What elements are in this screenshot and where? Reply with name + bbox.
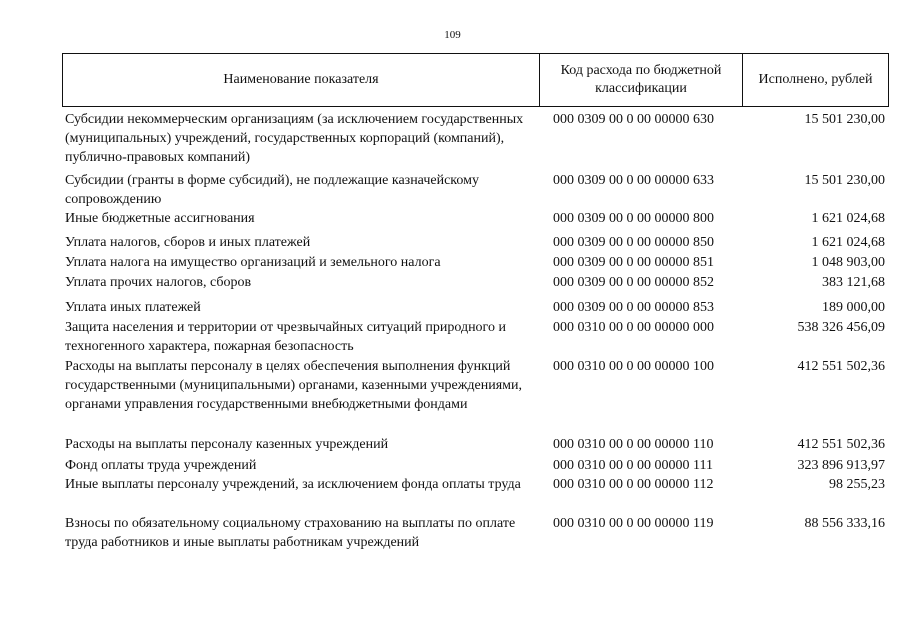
- row-name: Иные выплаты персоналу учреждений, за исключением фонда оплаты труда: [65, 477, 521, 492]
- row-name: Уплата налога на имущество организаций и земельного налога: [65, 255, 441, 270]
- row-code: 000 0309 00 0 00 00000 630: [553, 112, 714, 127]
- row-code: 000 0309 00 0 00 00000 853: [553, 300, 714, 315]
- row-amount: 538 326 456,09: [797, 320, 885, 335]
- row-name: Защита населения и территории от чрезвычайных ситуаций природного и техногенного характера, пожарная безопасность: [65, 320, 506, 354]
- page-number: 109: [444, 29, 461, 41]
- row-name: Уплата прочих налогов, сборов: [65, 275, 252, 290]
- row-name: Субсидии некоммерческим организациям (за исключением государственных (муниципальных) учреждений, государственных корпораций (компаний), публично-правовых компаний): [65, 112, 524, 165]
- row-code: 000 0310 00 0 00 00000 112: [553, 477, 714, 492]
- row-code: 000 0310 00 0 00 00000 111: [553, 458, 713, 473]
- row-code: 000 0309 00 0 00 00000 633: [553, 173, 714, 188]
- row-name: Субсидии (гранты в форме субсидий), не подлежащие казначейскому сопровождению: [65, 173, 479, 207]
- row-name: Взносы по обязательному социальному страхованию на выплаты по оплате труда работников и иные выплаты работникам учреждений: [65, 516, 516, 550]
- row-code: 000 0309 00 0 00 00000 800: [553, 211, 714, 226]
- row-amount: 189 000,00: [822, 300, 885, 315]
- row-amount: 98 255,23: [829, 477, 885, 492]
- row-amount: 1 621 024,68: [811, 211, 885, 226]
- row-code: 000 0310 00 0 00 00000 110: [553, 437, 714, 452]
- row-code: 000 0310 00 0 00 00000 100: [553, 359, 714, 374]
- row-amount: 15 501 230,00: [804, 173, 885, 188]
- row-amount: 88 556 333,16: [804, 516, 885, 531]
- row-amount: 1 048 903,00: [811, 255, 885, 270]
- row-amount: 383 121,68: [822, 275, 885, 290]
- row-name: Расходы на выплаты персоналу в целях обеспечения выполнения функций государственными (муниципальными) органами, казенными учреждениями, органами управления государственными внебюджетными фондами: [65, 359, 522, 412]
- row-amount: 1 621 024,68: [811, 235, 885, 250]
- column-header-executed: Исполнено, рублей: [758, 72, 873, 87]
- row-code: 000 0310 00 0 00 00000 000: [553, 320, 714, 335]
- row-amount: 15 501 230,00: [804, 112, 885, 127]
- row-name: Уплата налогов, сборов и иных платежей: [65, 235, 311, 250]
- row-code: 000 0309 00 0 00 00000 850: [553, 235, 714, 250]
- row-name: Расходы на выплаты персоналу казенных учреждений: [65, 437, 389, 452]
- row-amount: 412 551 502,36: [797, 359, 885, 374]
- row-name: Фонд оплаты труда учреждений: [65, 458, 257, 473]
- row-name: Уплата иных платежей: [65, 300, 201, 315]
- row-code: 000 0309 00 0 00 00000 852: [553, 275, 714, 290]
- row-name: Иные бюджетные ассигнования: [65, 211, 255, 226]
- row-amount: 323 896 913,97: [797, 458, 885, 473]
- row-amount: 412 551 502,36: [797, 437, 885, 452]
- row-code: 000 0310 00 0 00 00000 119: [553, 516, 714, 531]
- column-header-code: Код расхода по бюджетной классификации: [540, 54, 743, 106]
- row-code: 000 0309 00 0 00 00000 851: [553, 255, 714, 270]
- column-header-name: Наименование показателя: [63, 54, 540, 106]
